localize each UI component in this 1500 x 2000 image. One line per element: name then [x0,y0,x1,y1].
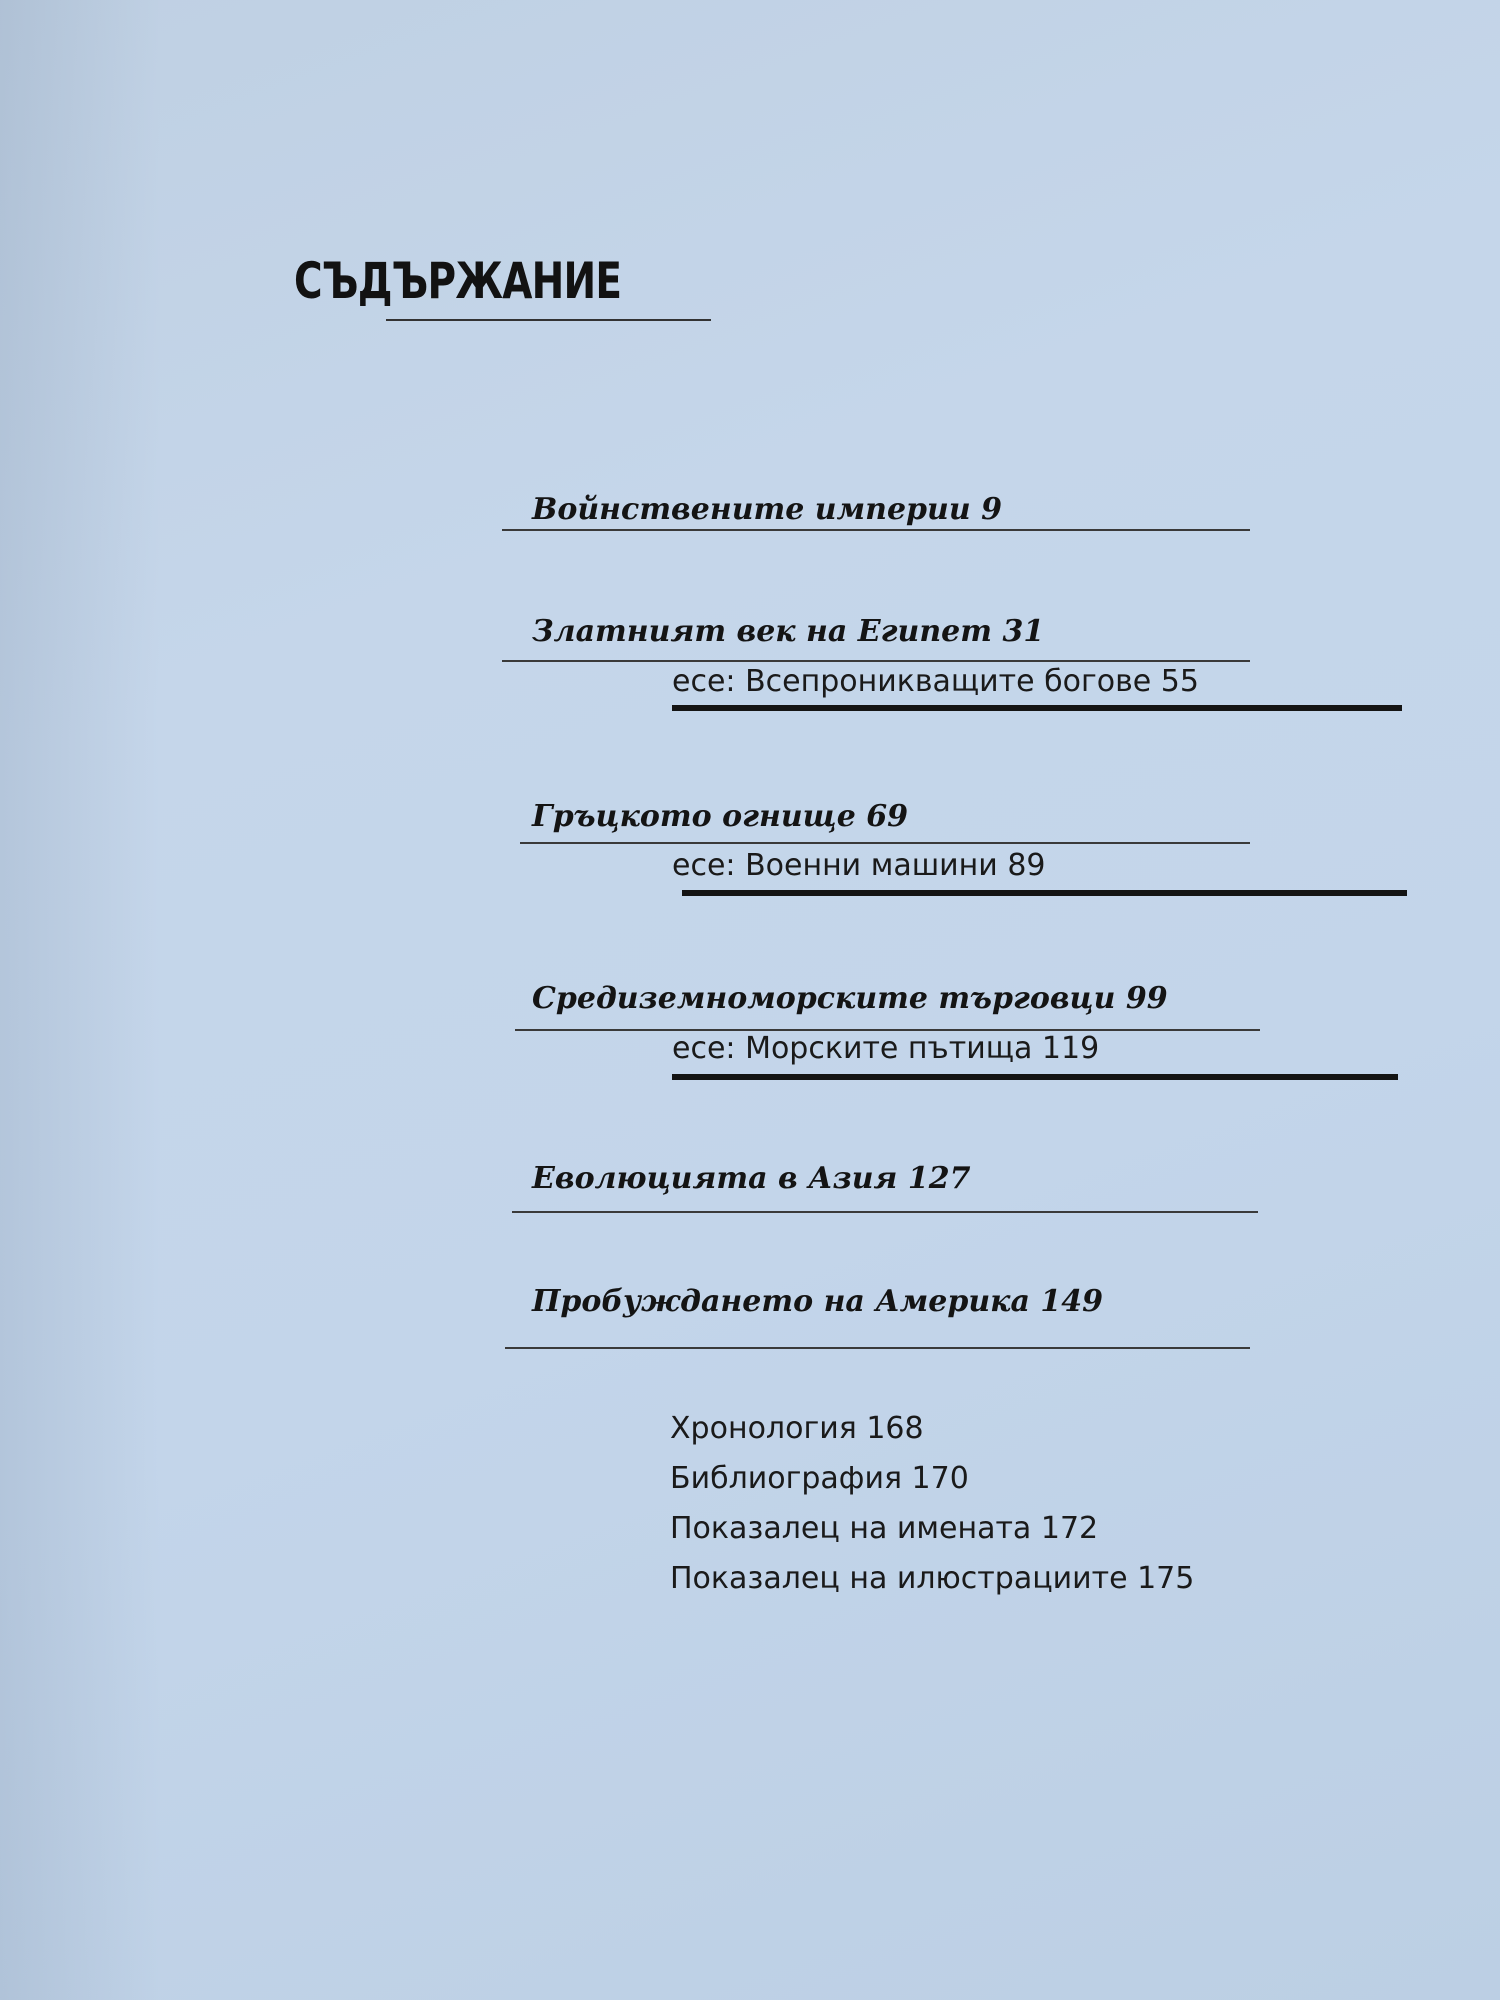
toc-section [532,1284,1103,1319]
section-title: Златният век на Египет [532,614,993,649]
section-page: 69 [866,799,908,834]
appendix-page: 168 [866,1411,924,1446]
section-title: Средиземноморските търговци [532,981,1116,1016]
section-title: Еволюцията в Азия [532,1161,898,1196]
appendix-list [670,1404,1194,1604]
toc-section [532,1161,970,1196]
appendix-page: 175 [1137,1561,1195,1596]
appendix-page: 172 [1040,1511,1099,1546]
section-page: 99 [1125,981,1168,1016]
essay-page: 89 [1007,848,1046,883]
appendix-item [670,1404,1194,1454]
appendix-title: Библиография [670,1461,902,1496]
appendix-item [670,1454,1194,1504]
section-title: Пробуждането на Америка [532,1284,1030,1319]
toc-section [532,492,1002,527]
essay-page: 55 [1160,664,1199,699]
essay-title: Всепроникващите богове [745,664,1152,699]
essay-title: Военни машини [745,848,998,883]
page-shadow [0,0,160,2000]
section-rule [520,842,1250,844]
toc-essay [672,664,1199,699]
section-rule [502,660,1250,662]
essay-title: Морските пътища [745,1031,1033,1066]
section-title: Войнствените империи [532,492,971,527]
toc-section [532,799,908,834]
section-rule [512,1211,1258,1213]
essay-rule [672,1074,1398,1080]
section-page: 31 [1002,614,1045,649]
section-page: 9 [981,492,1002,527]
title-underline [386,319,711,321]
toc-section [532,981,1168,1016]
appendix-item [670,1554,1194,1604]
essay-rule [672,705,1402,711]
section-title: Гръцкото огнище [532,799,856,834]
appendix-title: Показалец на илюстрациите [670,1561,1128,1596]
essay-prefix: есе: [672,664,736,699]
essay-prefix: есе: [672,1031,736,1066]
essay-prefix: есе: [672,848,736,883]
toc-essay [672,1031,1099,1066]
appendix-title: Хронология [670,1411,857,1446]
appendix-item [670,1504,1194,1554]
appendix-page: 170 [911,1461,969,1496]
section-rule [502,529,1250,531]
toc-essay [672,848,1046,883]
section-page: 149 [1040,1284,1103,1319]
section-rule [505,1347,1250,1349]
section-page: 127 [907,1161,971,1196]
toc-section [532,614,1044,649]
page-title: СЪДЪРЖАНИЕ [294,252,622,310]
appendix-title: Показалец на имената [670,1511,1032,1546]
essay-rule [682,890,1407,896]
essay-page: 119 [1041,1031,1100,1066]
